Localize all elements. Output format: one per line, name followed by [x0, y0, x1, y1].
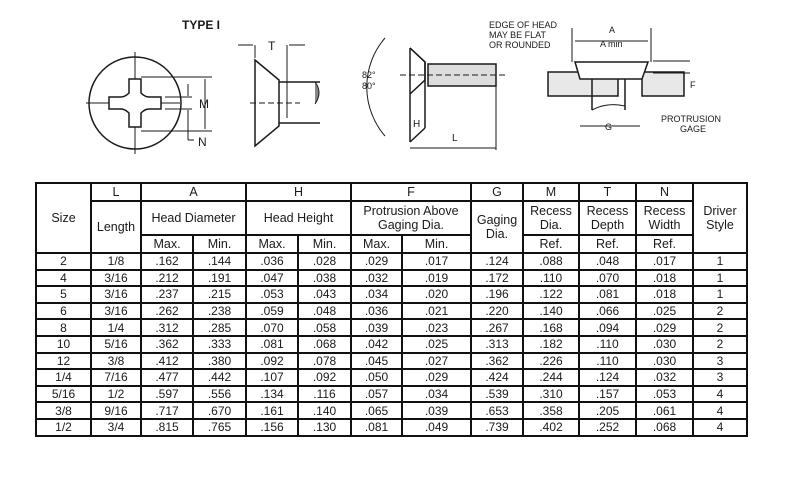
- cell-length: 3/16: [91, 303, 141, 320]
- cell-n: .032: [636, 369, 693, 386]
- cell-t: .124: [579, 369, 636, 386]
- header-h-letter: H: [246, 183, 351, 201]
- cell-a-max: .717: [141, 402, 193, 419]
- cell-size: 1/2: [36, 419, 91, 436]
- cell-a-min: .380: [193, 353, 246, 370]
- cell-n: .018: [636, 270, 693, 287]
- cell-length: 1/2: [91, 386, 141, 403]
- cell-f-max: .057: [351, 386, 402, 403]
- cell-driver: 2: [693, 303, 747, 320]
- cell-h-min: .043: [298, 286, 351, 303]
- cell-a-max: .362: [141, 336, 193, 353]
- cell-t: .081: [579, 286, 636, 303]
- table-body: [36, 253, 747, 436]
- cell-a-max: .597: [141, 386, 193, 403]
- cell-size: 10: [36, 336, 91, 353]
- cell-size: 2: [36, 253, 91, 270]
- cell-h-min: .048: [298, 303, 351, 320]
- cell-h-min: .140: [298, 402, 351, 419]
- header-f-min: Min.: [402, 235, 471, 253]
- table-row: [36, 402, 747, 419]
- screw-drawing-svg: [0, 0, 800, 180]
- cell-length: 1/8: [91, 253, 141, 270]
- cell-g: .313: [471, 336, 523, 353]
- cell-length: 3/4: [91, 419, 141, 436]
- cell-driver: 3: [693, 353, 747, 370]
- cell-driver: 2: [693, 336, 747, 353]
- header-recess-width: Recess Width: [636, 201, 693, 235]
- cell-h-max: .053: [246, 286, 298, 303]
- cell-f-min: .023: [402, 319, 471, 336]
- table-row: [36, 286, 747, 303]
- header-f-letter: F: [351, 183, 471, 201]
- cell-a-min: .333: [193, 336, 246, 353]
- cell-t: .066: [579, 303, 636, 320]
- header-row-sub: [36, 235, 747, 253]
- cell-length: 3/8: [91, 353, 141, 370]
- cell-h-min: .028: [298, 253, 351, 270]
- cell-g: .653: [471, 402, 523, 419]
- cell-h-max: .036: [246, 253, 298, 270]
- table-row: [36, 319, 747, 336]
- dim-n-label: N: [198, 135, 207, 149]
- cell-a-max: .262: [141, 303, 193, 320]
- cell-m: .140: [523, 303, 579, 320]
- cell-g: .362: [471, 353, 523, 370]
- cell-size: 4: [36, 270, 91, 287]
- cell-f-min: .019: [402, 270, 471, 287]
- header-a-max: Max.: [141, 235, 193, 253]
- cell-f-min: .027: [402, 353, 471, 370]
- header-a-letter: A: [141, 183, 246, 201]
- cell-length: 1/4: [91, 319, 141, 336]
- recess-top-view: [86, 52, 212, 154]
- cell-a-min: .670: [193, 402, 246, 419]
- header-recess-dia: Recess Dia.: [523, 201, 579, 235]
- cell-h-min: .058: [298, 319, 351, 336]
- cell-a-max: .312: [141, 319, 193, 336]
- cell-a-max: .212: [141, 270, 193, 287]
- type-label: TYPE I: [182, 18, 221, 32]
- dim-h-label: H: [413, 119, 421, 130]
- cell-h-max: .092: [246, 353, 298, 370]
- cell-h-max: .059: [246, 303, 298, 320]
- cell-f-max: .039: [351, 319, 402, 336]
- header-h-max: Max.: [246, 235, 298, 253]
- cell-h-min: .116: [298, 386, 351, 403]
- cell-f-max: .050: [351, 369, 402, 386]
- cell-a-min: .765: [193, 419, 246, 436]
- screw-dimension-table: [35, 182, 748, 437]
- cell-g: .220: [471, 303, 523, 320]
- cell-size: 8: [36, 319, 91, 336]
- gage-label-line2: GAGE: [680, 124, 707, 134]
- cell-t: .110: [579, 353, 636, 370]
- cell-m: .110: [523, 270, 579, 287]
- cell-length: 3/16: [91, 286, 141, 303]
- cell-m: .168: [523, 319, 579, 336]
- dim-a-label: A: [609, 25, 616, 35]
- dim-l-label: L: [452, 133, 458, 144]
- angle-82-label: 82°: [362, 70, 376, 80]
- header-size: Size: [36, 183, 91, 253]
- cell-driver: 1: [693, 286, 747, 303]
- cell-a-max: .162: [141, 253, 193, 270]
- header-recess-depth: Recess Depth: [579, 201, 636, 235]
- header-row-names: [36, 201, 747, 235]
- cell-m: .402: [523, 419, 579, 436]
- cell-driver: 3: [693, 369, 747, 386]
- cell-driver: 1: [693, 270, 747, 287]
- gage-label-line1: PROTRUSION: [661, 114, 722, 124]
- cell-f-max: .029: [351, 253, 402, 270]
- cell-h-max: .107: [246, 369, 298, 386]
- header-t-letter: T: [579, 183, 636, 201]
- cell-f-max: .045: [351, 353, 402, 370]
- cell-g: .196: [471, 286, 523, 303]
- cell-g: .267: [471, 319, 523, 336]
- cell-length: 7/16: [91, 369, 141, 386]
- technical-drawings: [0, 0, 800, 180]
- cell-h-min: .130: [298, 419, 351, 436]
- cell-m: .182: [523, 336, 579, 353]
- dimension-table-container: [35, 182, 748, 437]
- cell-f-max: .034: [351, 286, 402, 303]
- edge-note-line2: MAY BE FLAT: [489, 30, 547, 40]
- header-h-min: Min.: [298, 235, 351, 253]
- table-row: [36, 386, 747, 403]
- cell-n: .017: [636, 253, 693, 270]
- header-t-ref: Ref.: [579, 235, 636, 253]
- cell-h-min: .078: [298, 353, 351, 370]
- cell-m: .310: [523, 386, 579, 403]
- cell-f-min: .025: [402, 336, 471, 353]
- cell-f-min: .029: [402, 369, 471, 386]
- cell-n: .053: [636, 386, 693, 403]
- cell-h-min: .068: [298, 336, 351, 353]
- cell-driver: 4: [693, 402, 747, 419]
- cell-a-max: .412: [141, 353, 193, 370]
- cell-size: 12: [36, 353, 91, 370]
- cell-f-max: .032: [351, 270, 402, 287]
- table-row: [36, 336, 747, 353]
- cell-f-max: .065: [351, 402, 402, 419]
- cell-t: .157: [579, 386, 636, 403]
- cell-size: 6: [36, 303, 91, 320]
- cell-size: 5/16: [36, 386, 91, 403]
- cell-size: 1/4: [36, 369, 91, 386]
- cell-m: .122: [523, 286, 579, 303]
- cell-t: .110: [579, 336, 636, 353]
- dim-g-label: G: [605, 122, 613, 132]
- table-row: [36, 270, 747, 287]
- cell-f-min: .034: [402, 386, 471, 403]
- cell-g: .539: [471, 386, 523, 403]
- cell-t: .205: [579, 402, 636, 419]
- cell-g: .739: [471, 419, 523, 436]
- cell-f-min: .039: [402, 402, 471, 419]
- header-protrusion: Protrusion Above Gaging Dia.: [351, 201, 471, 235]
- header-f-max: Max.: [351, 235, 402, 253]
- cell-f-min: .049: [402, 419, 471, 436]
- dim-f-label: F: [690, 80, 696, 90]
- table-row: [36, 353, 747, 370]
- cell-a-min: .191: [193, 270, 246, 287]
- table-row: [36, 419, 747, 436]
- cell-m: .358: [523, 402, 579, 419]
- table-row: [36, 369, 747, 386]
- cell-a-min: .144: [193, 253, 246, 270]
- table-row: [36, 303, 747, 320]
- cell-length: 5/16: [91, 336, 141, 353]
- header-n-ref: Ref.: [636, 235, 693, 253]
- cell-length: 3/16: [91, 270, 141, 287]
- header-head-height: Head Height: [246, 201, 351, 235]
- cell-driver: 1: [693, 253, 747, 270]
- cell-f-max: .081: [351, 419, 402, 436]
- cell-m: .088: [523, 253, 579, 270]
- cell-a-min: .238: [193, 303, 246, 320]
- cell-h-max: .070: [246, 319, 298, 336]
- header-gaging-dia: Gaging Dia.: [471, 201, 523, 253]
- cell-driver: 2: [693, 319, 747, 336]
- cell-f-min: .020: [402, 286, 471, 303]
- cell-f-max: .042: [351, 336, 402, 353]
- cell-a-min: .285: [193, 319, 246, 336]
- cell-a-min: .442: [193, 369, 246, 386]
- cell-a-max: .477: [141, 369, 193, 386]
- cell-g: .424: [471, 369, 523, 386]
- angle-80-label: 80°: [362, 81, 376, 91]
- header-m-letter: M: [523, 183, 579, 201]
- header-head-diameter: Head Diameter: [141, 201, 246, 235]
- cell-t: .252: [579, 419, 636, 436]
- cell-n: .068: [636, 419, 693, 436]
- header-m-ref: Ref.: [523, 235, 579, 253]
- cell-f-min: .017: [402, 253, 471, 270]
- cell-n: .030: [636, 353, 693, 370]
- cell-n: .029: [636, 319, 693, 336]
- cell-h-max: .156: [246, 419, 298, 436]
- cell-a-max: .237: [141, 286, 193, 303]
- cell-n: .061: [636, 402, 693, 419]
- cell-n: .030: [636, 336, 693, 353]
- cell-m: .226: [523, 353, 579, 370]
- cell-m: .244: [523, 369, 579, 386]
- header-g-letter: G: [471, 183, 523, 201]
- cell-f-max: .036: [351, 303, 402, 320]
- cell-length: 9/16: [91, 402, 141, 419]
- dim-m-label: M: [199, 97, 209, 111]
- cell-h-min: .038: [298, 270, 351, 287]
- header-l-letter: L: [91, 183, 141, 201]
- cell-n: .018: [636, 286, 693, 303]
- dim-a-min-label: A min: [600, 39, 623, 49]
- header-a-min: Min.: [193, 235, 246, 253]
- cell-f-min: .021: [402, 303, 471, 320]
- cell-t: .094: [579, 319, 636, 336]
- cell-h-max: .161: [246, 402, 298, 419]
- header-length: Length: [91, 201, 141, 253]
- cell-g: .124: [471, 253, 523, 270]
- cell-size: 5: [36, 286, 91, 303]
- cell-h-min: .092: [298, 369, 351, 386]
- cell-size: 3/8: [36, 402, 91, 419]
- header-n-letter: N: [636, 183, 693, 201]
- dim-t-label: T: [268, 39, 276, 53]
- cell-a-max: .815: [141, 419, 193, 436]
- edge-note-line1: EDGE OF HEAD: [489, 20, 558, 30]
- cell-t: .048: [579, 253, 636, 270]
- recess-section-view: [238, 45, 320, 146]
- cell-a-min: .556: [193, 386, 246, 403]
- cell-h-max: .081: [246, 336, 298, 353]
- header-driver-style: Driver Style: [693, 183, 747, 253]
- cell-driver: 4: [693, 419, 747, 436]
- cell-g: .172: [471, 270, 523, 287]
- cell-h-max: .047: [246, 270, 298, 287]
- edge-note-line3: OR ROUNDED: [489, 40, 551, 50]
- cell-t: .070: [579, 270, 636, 287]
- cell-driver: 4: [693, 386, 747, 403]
- screw-side-view: [367, 38, 505, 150]
- cell-n: .025: [636, 303, 693, 320]
- header-row-letters: [36, 183, 747, 201]
- cell-h-max: .134: [246, 386, 298, 403]
- cell-a-min: .215: [193, 286, 246, 303]
- table-row: [36, 253, 747, 270]
